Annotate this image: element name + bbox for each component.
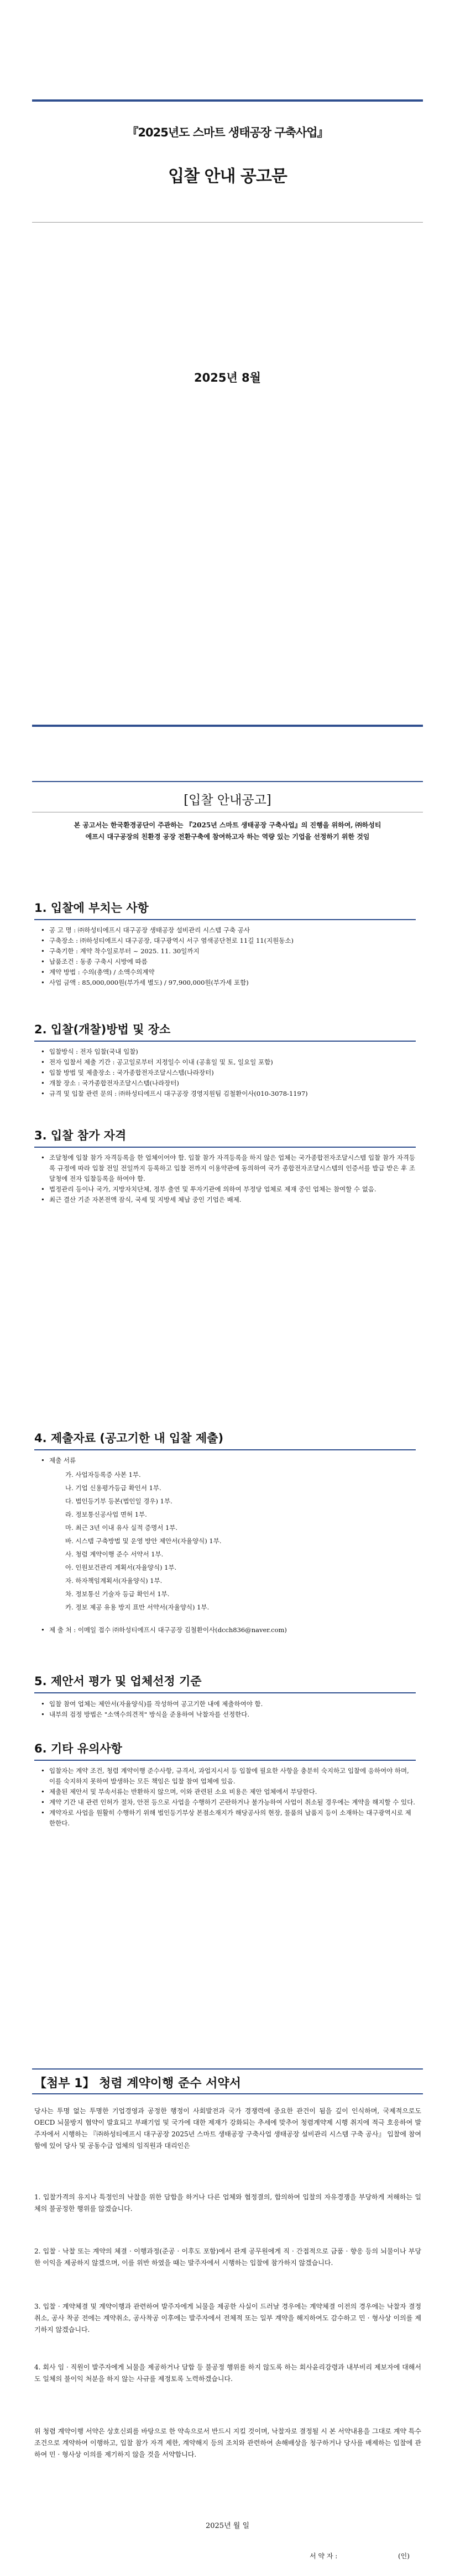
notice-heading: [입찰 안내공고] <box>184 793 271 807</box>
section-5-list <box>41 1699 417 1720</box>
list-item: • 사업 금액 : 85,000,000원(부가세 별도) / 97,900,000원(부가세 포함) <box>41 978 417 988</box>
section-1-list <box>41 925 417 988</box>
list-item: 차. 정보통신 기술자 등급 확인서 1부. <box>65 1590 170 1598</box>
submit-info: • 제 출 처 : 이메일 접수 ㈜하성티에프시 대구공장 김철환이사(dcch836@naver.com) <box>41 1625 417 1635</box>
list-item: • 내부의 검정 방법은 "소액수의견적" 방식을 준용하여 낙찰자를 선정한다. <box>41 1709 417 1720</box>
annex-paragraph: 2. 입찰 · 낙찰 또는 계약의 체결 · 이행과정(준공 · 이후도 포함)에서 관계 공무원에게 직 · 간접적으로 금품 · 향응 등의 뇌물이나 부당한 이익을 제공하지 않겠으며, 이를 위반 하였을 때는 발주자에서 시행하는 입찰에 참가하지 않겠습니다. <box>34 2247 421 2267</box>
list-item: • 전자 입찰서 제출 기간 : 공고일로부터 지정일수 이내 (공휴일 및 토, 일요일 포함) <box>41 1057 417 1068</box>
section-3-title: 3. 입찰 참가 자격 <box>34 1127 416 1148</box>
annex-title-rule <box>32 2093 423 2094</box>
list-item: 가. 사업자등록증 사본 1부. <box>65 1471 141 1479</box>
cover-date: 2025년 8월 <box>194 371 261 384</box>
notice-intro: 본 공고서는 한국환경공단이 주관하는 『2025년 스마트 생태공장 구축사업』의 진행을 위하여, ㈜하성티에프시 대구공장의 친환경 공장 전환구축에 참여하고자 하는 역량 있는 기업을 선정하기 위한 것임 <box>74 821 381 841</box>
cover-top-rule <box>32 99 423 102</box>
list-item: • 제출된 제안서 및 부속서류는 반환하지 않으며, 이와 관련된 소요 비용은 제안 업체에서 부담한다. <box>41 1787 417 1797</box>
list-item: • 조달청에 입찰 참가 자격등록을 한 업체이어야 함. 입찰 참가 자격등록을 하지 않은 업체는 국가종합전자조달시스템 입찰 참가 자격등록 규정에 따라 입찰 전일 전일까지 등록하고 입찰 전까지 이용약관에 동의하여 국가 종합전자조달시스템의 인증서를 발급 받은 후 조달청에 전자 입찰등록을 하여야 함. <box>41 1153 417 1184</box>
cover-bottom-rule <box>32 725 423 727</box>
annex-paragraph: 3. 입찰 · 계약체결 및 계약이행과 관련하여 발주자에게 뇌물을 제공한 사실이 드러날 경우에는 계약체결 이전의 경우에는 낙찰자 결정 취소, 공사 착공 전에는 계약취소, 공사착공 이후에는 발주자에서 전체적 또는 일부 계약을 해지하여도 감수하고 민 · 형사상 이의를 제기하지 않겠습니다. <box>34 2303 421 2334</box>
cover-subtitle: 『2025년도 스마트 생태공장 구축사업』 <box>127 126 328 139</box>
list-item: 사. 청렴 계약이행 준수 서약서 1부. <box>65 1550 164 1558</box>
list-item: 카. 정보 제공 유용 방지 표만 서약서(자율양식) 1부. <box>65 1603 210 1611</box>
annex-paragraph: 당사는 투명 없는 투명한 기업경영과 공정한 행정이 사회발전과 국가 경쟁력에 중요한 관건이 됨을 깊이 인식하며, 국제적으로도 OECD 뇌물방지 협약이 발효되고 부패기업 및 국가에 대한 제재가 강화되는 추세에 맞추어 청렴계약제 시행 취지에 적극 호응하여 발주자에서 시행하는 『㈜하성티에프시 대구공장 2025년 스마트 생태공장 구축사업 생태공장 설비관리 시스템 구축 공사』 입찰에 참여함에 있어 당사 및 공동수급 업체의 임직원과 대리인은 <box>34 2107 421 2150</box>
list-item: • 입찰 참여 업체는 제안서(자율양식)를 작성하여 공고기한 내에 제출하여야 함. <box>41 1699 417 1709</box>
section-2-title: 2. 입찰(개찰)방법 및 장소 <box>34 1021 416 1042</box>
section-4-label-list <box>41 1455 417 1466</box>
list-item: • 구축장소 : ㈜하성티에프시 대구공장, 대구광역시 서구 염색공단천로 11길 11(지원동소) <box>41 936 417 946</box>
list-item: • 계약 방법 : 수의(총액) / 소액수의계약 <box>41 967 417 978</box>
list-item: • 계약자로 사업을 원활히 수행하기 위해 법인등기부상 본점소재지가 해당공사의 현장, 물품의 납품지 등이 소재하는 대구광역시로 제한한다. <box>41 1808 417 1829</box>
list-item: • 입찰자는 계약 조건, 청렴 계약이행 준수사항, 규격서, 과업지시서 등 입찰에 필요한 사항을 충분히 숙지하고 입찰에 응하여야 하며, 이를 숙지하지 못하여 발생하는 모든 책임은 입찰 참여 업체에 있음. <box>41 1766 417 1787</box>
cover-title: 입찰 안내 공고문 <box>168 167 287 186</box>
list-item: 바. 시스템 구축방법 및 운영 방안 제안서(자율양식) 1부. <box>65 1537 222 1545</box>
seal-mark: (인) <box>398 2552 410 2560</box>
section-6-title: 6. 기타 유의사항 <box>34 1740 416 1761</box>
annex-date: 2025년 월 일 <box>205 2522 250 2530</box>
section-5-title: 5. 제안서 평가 및 업체선정 기준 <box>34 1672 416 1693</box>
list-item: • 입찰 방법 및 제출장소 : 국가종합전자조달시스템(나라장터) <box>41 1068 417 1078</box>
cover-title-underline <box>32 222 423 223</box>
section-4-title: 4. 제출자료 (공고기한 내 입찰 제출) <box>34 1429 416 1450</box>
list-item: 나. 기업 신용평가등급 확인서 1부. <box>65 1484 161 1492</box>
list-item: 라. 정보통신공사업 면허 1부. <box>65 1511 147 1518</box>
list-item: • 공 고 명 : ㈜하성티에프시 대구공장 생태공장 설비관리 시스템 구축 공사 <box>41 925 417 936</box>
list-item: • 개찰 장소 : 국가종합전자조달시스템(나라장터) <box>41 1078 417 1089</box>
list-item: 마. 최근 3년 이내 유사 실적 증명서 1부. <box>65 1524 178 1532</box>
annex-paragraph: 1. 입찰가격의 유지나 특정인의 낙찰을 위한 담합을 하거나 다른 업체와 협정결의, 합의하여 입찰의 자유경쟁을 부당하게 저해하는 일체의 불공정한 행위를 않겠습니다. <box>34 2193 421 2213</box>
list-item: 아. 인원보건관리 계획서(자율양식) 1부. <box>65 1564 177 1571</box>
annex-top-rule <box>32 2068 423 2070</box>
list-item: 다. 법인등기부 등본(법인일 경우) 1부. <box>65 1497 172 1505</box>
list-item: • 규격 및 입찰 관련 문의 : ㈜하성티에프시 대구공장 경영지원팀 김철환이사(010-3078-1197) <box>41 1089 417 1099</box>
list-item: • 입찰방식 : 전자 입찰(국내 입찰) <box>41 1047 417 1057</box>
list-item: • 납품조건 : 동종 구축시 시방에 따름 <box>41 957 417 967</box>
list-item: • 법정관리 등이나 국가, 지방자치단체, 정부 출연 및 투자기관에 의하여 부정당 업체로 제재 중인 업체는 참여할 수 없음. <box>41 1184 417 1195</box>
notice-top-rule <box>32 781 423 782</box>
section-4-document-list <box>65 1468 408 1614</box>
list-item: • 구축기한 : 계약 착수일로부터 ~ 2025. 11. 30일까지 <box>41 946 417 957</box>
list-item: 자. 하자책임계획서(자율양식) 1부. <box>65 1577 163 1585</box>
annex-title: 【첨부 1】 청렴 계약이행 준수 서약서 <box>34 2077 241 2091</box>
annex-paragraph: 4. 회사 임 · 직원이 발주자에게 뇌물을 제공하거나 담합 등 불공정 행위를 하지 않도록 하는 회사윤리강령과 내부비리 제보자에 대해서도 일체의 불이익 처분을 하지 않는 사규를 제정토록 노력하겠습니다. <box>34 2363 421 2383</box>
list-item: • 제출 서류 <box>41 1455 417 1466</box>
list-item: • 계약 기간 내 관련 인허가 절차, 안전 등으로 사업을 수행하기 곤란하거나 불가능하여 사업이 취소될 경우에는 계약을 해지할 수 있다. <box>41 1797 417 1808</box>
section-6-list <box>41 1766 417 1829</box>
section-4-submit <box>41 1625 417 1635</box>
annex-paragraph: 위 청렴 계약이행 서약은 상호신뢰를 바탕으로 한 약속으로서 반드시 지킬 것이며, 낙찰자로 결정될 시 본 서약내용을 그대로 계약 특수 조건으로 계약하여 이행하고, 입찰 참가 자격 제한, 계약해지 등의 조치와 관련하여 손해배상을 청구하거나 당사를 배제하는 입찰에 관하여 민 · 형사상 이의를 제기하지 않을 것을 서약합니다. <box>34 2427 421 2458</box>
section-2-list <box>41 1047 417 1099</box>
list-item: • 최근 결산 기준 자본전액 잠식, 국세 및 지방세 체납 중인 기업은 배제. <box>41 1195 417 1205</box>
signature-label: 서 약 자 : <box>310 2552 338 2560</box>
section-1-title: 1. 입찰에 부치는 사항 <box>34 899 416 920</box>
section-3-list <box>41 1153 417 1205</box>
